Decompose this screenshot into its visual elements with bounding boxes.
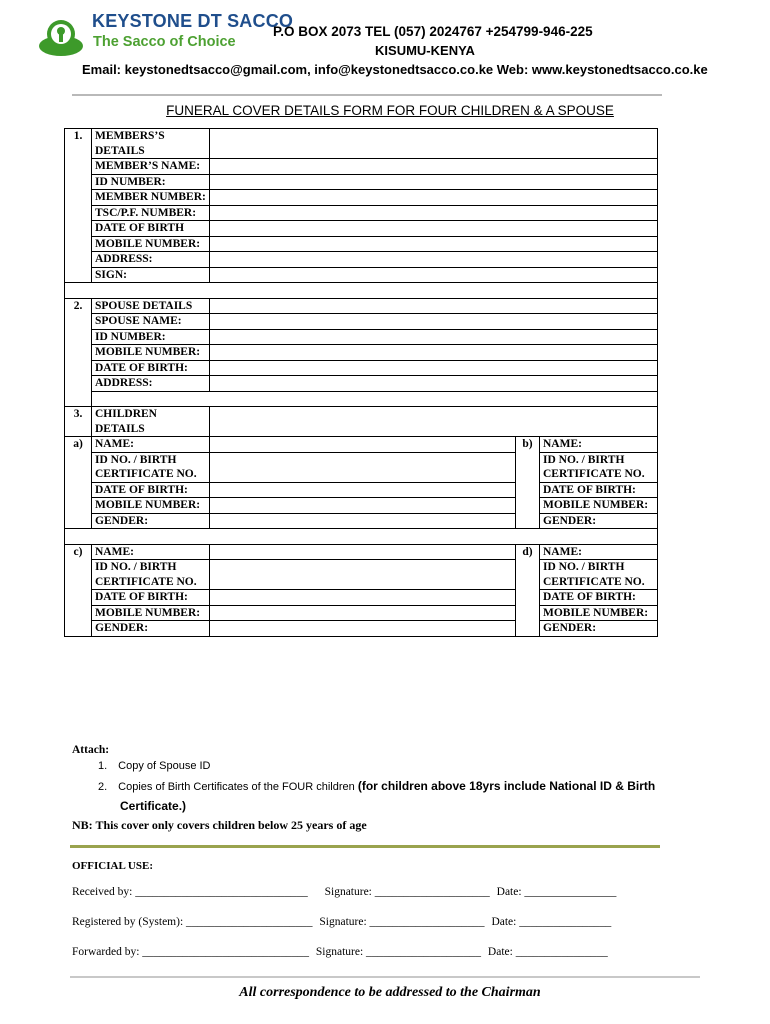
member-mobile-label: MOBILE NUMBER:	[92, 236, 210, 252]
members-heading-blank	[210, 129, 658, 159]
details-table	[64, 128, 658, 637]
spouse-address-label: ADDRESS:	[92, 376, 210, 392]
member-id-label: ID NUMBER:	[92, 174, 210, 190]
child-d-id-label: ID NO. / BIRTH CERTIFICATE NO.	[540, 560, 658, 590]
tsc-pf-field[interactable]	[210, 205, 658, 221]
forwarded-by-field[interactable]: Forwarded by: _____________________________	[72, 946, 310, 958]
attach-item-2-bold: (for children above 18yrs include National ID & Birth	[357, 779, 656, 793]
table-row	[65, 376, 658, 392]
received-row	[72, 886, 620, 898]
spouse-name-label: SPOUSE NAME:	[92, 314, 210, 330]
child-b-mobile-label: MOBILE NUMBER:	[540, 498, 658, 514]
member-mobile-field[interactable]	[210, 236, 658, 252]
child-a-mobile-label: MOBILE NUMBER:	[92, 498, 210, 514]
child-a-gender-field[interactable]	[210, 513, 516, 529]
child-b-name-label: NAME:	[540, 437, 658, 453]
spouse-mobile-field[interactable]	[210, 345, 658, 361]
child-a-dob-label: DATE OF BIRTH:	[92, 482, 210, 498]
table-row	[65, 482, 658, 498]
child-a-name-label: NAME:	[92, 437, 210, 453]
table-row	[65, 267, 658, 283]
child-d-mobile-label: MOBILE NUMBER:	[540, 605, 658, 621]
footer-note: All correspondence to be addressed to the Chairman	[239, 985, 541, 1000]
members-heading: MEMBERS’S DETAILS	[92, 129, 210, 159]
member-dob-field[interactable]	[210, 221, 658, 237]
section-number: 1.	[65, 129, 92, 283]
child-a-mobile-field[interactable]	[210, 498, 516, 514]
child-c-dob-label: DATE OF BIRTH:	[92, 590, 210, 606]
section-divider	[70, 845, 660, 848]
child-c-marker: c)	[65, 544, 92, 636]
spouse-heading: SPOUSE DETAILS	[92, 298, 210, 314]
member-dob-label: DATE OF BIRTH	[92, 221, 210, 237]
received-date-field[interactable]: Date: ________________	[496, 886, 617, 898]
forwarded-date-field[interactable]: Date: ________________	[487, 946, 608, 958]
child-a-id-label: ID NO. / BIRTH CERTIFICATE NO.	[92, 452, 210, 482]
member-sign-field[interactable]	[210, 267, 658, 283]
spacer-row	[65, 391, 658, 407]
form-title: FUNERAL COVER DETAILS FORM FOR FOUR CHILDREN & A SPOUSE	[166, 103, 614, 118]
child-d-dob-label: DATE OF BIRTH:	[540, 590, 658, 606]
child-c-gender-label: GENDER:	[92, 621, 210, 637]
child-c-mobile-label: MOBILE NUMBER:	[92, 605, 210, 621]
contact-line: P.O BOX 2073 TEL (057) 2024767 +254799-946-225	[273, 24, 593, 39]
registered-by-field[interactable]: Registered by (System): ______________________	[72, 916, 313, 928]
member-id-field[interactable]	[210, 174, 658, 190]
table-row	[65, 221, 658, 237]
spacer-row	[65, 529, 658, 545]
child-d-gender-label: GENDER:	[540, 621, 658, 637]
spouse-id-field[interactable]	[210, 329, 658, 345]
tsc-pf-label: TSC/P.F. NUMBER:	[92, 205, 210, 221]
attach-item-2-continued: Certificate.)	[120, 799, 187, 813]
child-a-dob-field[interactable]	[210, 482, 516, 498]
header-divider	[72, 94, 662, 96]
child-a-id-field[interactable]	[210, 452, 516, 482]
table-row	[65, 252, 658, 268]
spouse-dob-label: DATE OF BIRTH:	[92, 360, 210, 376]
attach-item-1: 1. Copy of Spouse ID	[98, 760, 211, 772]
forwarded-signature-field[interactable]: Signature: ____________________	[315, 946, 482, 958]
spouse-address-field[interactable]	[210, 376, 658, 392]
table-row	[65, 298, 658, 314]
member-number-label: MEMBER NUMBER:	[92, 190, 210, 206]
registered-row	[72, 916, 615, 928]
nb-note: NB: This cover only covers children below 25 years of age	[72, 818, 367, 832]
member-name-field[interactable]	[210, 159, 658, 175]
child-c-mobile-field[interactable]	[210, 605, 516, 621]
section-number: 2.	[65, 298, 92, 407]
attach-item-2	[98, 779, 655, 793]
table-row	[65, 360, 658, 376]
spouse-name-field[interactable]	[210, 314, 658, 330]
spouse-id-label: ID NUMBER:	[92, 329, 210, 345]
child-b-dob-label: DATE OF BIRTH:	[540, 482, 658, 498]
member-sign-label: SIGN:	[92, 267, 210, 283]
received-signature-field[interactable]: Signature: ____________________	[324, 886, 490, 898]
city-line: KISUMU-KENYA	[375, 43, 475, 58]
child-d-name-label: NAME:	[540, 544, 658, 560]
official-use-label: OFFICIAL USE:	[72, 860, 153, 872]
child-c-id-field[interactable]	[210, 560, 516, 590]
table-row	[65, 129, 658, 159]
table-row	[65, 314, 658, 330]
table-row	[65, 621, 658, 637]
child-c-id-label: ID NO. / BIRTH CERTIFICATE NO.	[92, 560, 210, 590]
received-by-field[interactable]: Received by: ______________________________	[72, 886, 308, 898]
table-row	[65, 407, 658, 437]
table-row	[65, 437, 658, 453]
registered-signature-field[interactable]: Signature: ____________________	[319, 916, 485, 928]
child-d-marker: d)	[516, 544, 540, 636]
spouse-mobile-label: MOBILE NUMBER:	[92, 345, 210, 361]
table-row	[65, 174, 658, 190]
spacer-row	[65, 283, 658, 299]
email-line: Email: keystonedtsacco@gmail.com, info@keystonedtsacco.co.ke Web: www.keystonedtsacco.co.ke	[82, 62, 708, 77]
table-row	[65, 513, 658, 529]
children-heading-blank	[210, 407, 658, 437]
attach-item-2-text: 2. Copies of Birth Certificates of the FOUR children	[98, 781, 355, 793]
spouse-dob-field[interactable]	[210, 360, 658, 376]
footer-divider	[70, 976, 700, 978]
registered-date-field[interactable]: Date: ________________	[491, 916, 612, 928]
child-c-name-field[interactable]	[210, 544, 516, 560]
child-a-marker: a)	[65, 437, 92, 529]
member-name-label: MEMBER’S NAME:	[92, 159, 210, 175]
child-b-id-label: ID NO. / BIRTH CERTIFICATE NO.	[540, 452, 658, 482]
child-b-gender-label: GENDER:	[540, 513, 658, 529]
member-address-label: ADDRESS:	[92, 252, 210, 268]
brand-name: KEYSTONE DT SACCO	[92, 11, 294, 31]
child-c-name-label: NAME:	[92, 544, 210, 560]
child-a-gender-label: GENDER:	[92, 513, 210, 529]
table-row	[65, 329, 658, 345]
table-row	[65, 544, 658, 560]
child-b-marker: b)	[516, 437, 540, 529]
spouse-heading-blank	[210, 298, 658, 314]
member-number-field[interactable]	[210, 190, 658, 206]
children-heading: CHILDREN DETAILS	[92, 407, 210, 437]
child-c-gender-field[interactable]	[210, 621, 516, 637]
brand-tagline: The Sacco of Choice	[93, 34, 236, 50]
child-c-dob-field[interactable]	[210, 590, 516, 606]
child-a-name-field[interactable]	[210, 437, 516, 453]
attach-label: Attach:	[72, 744, 110, 756]
forwarded-row	[72, 946, 612, 958]
member-address-field[interactable]	[210, 252, 658, 268]
table-row	[65, 590, 658, 606]
section-number: 3.	[65, 407, 92, 437]
